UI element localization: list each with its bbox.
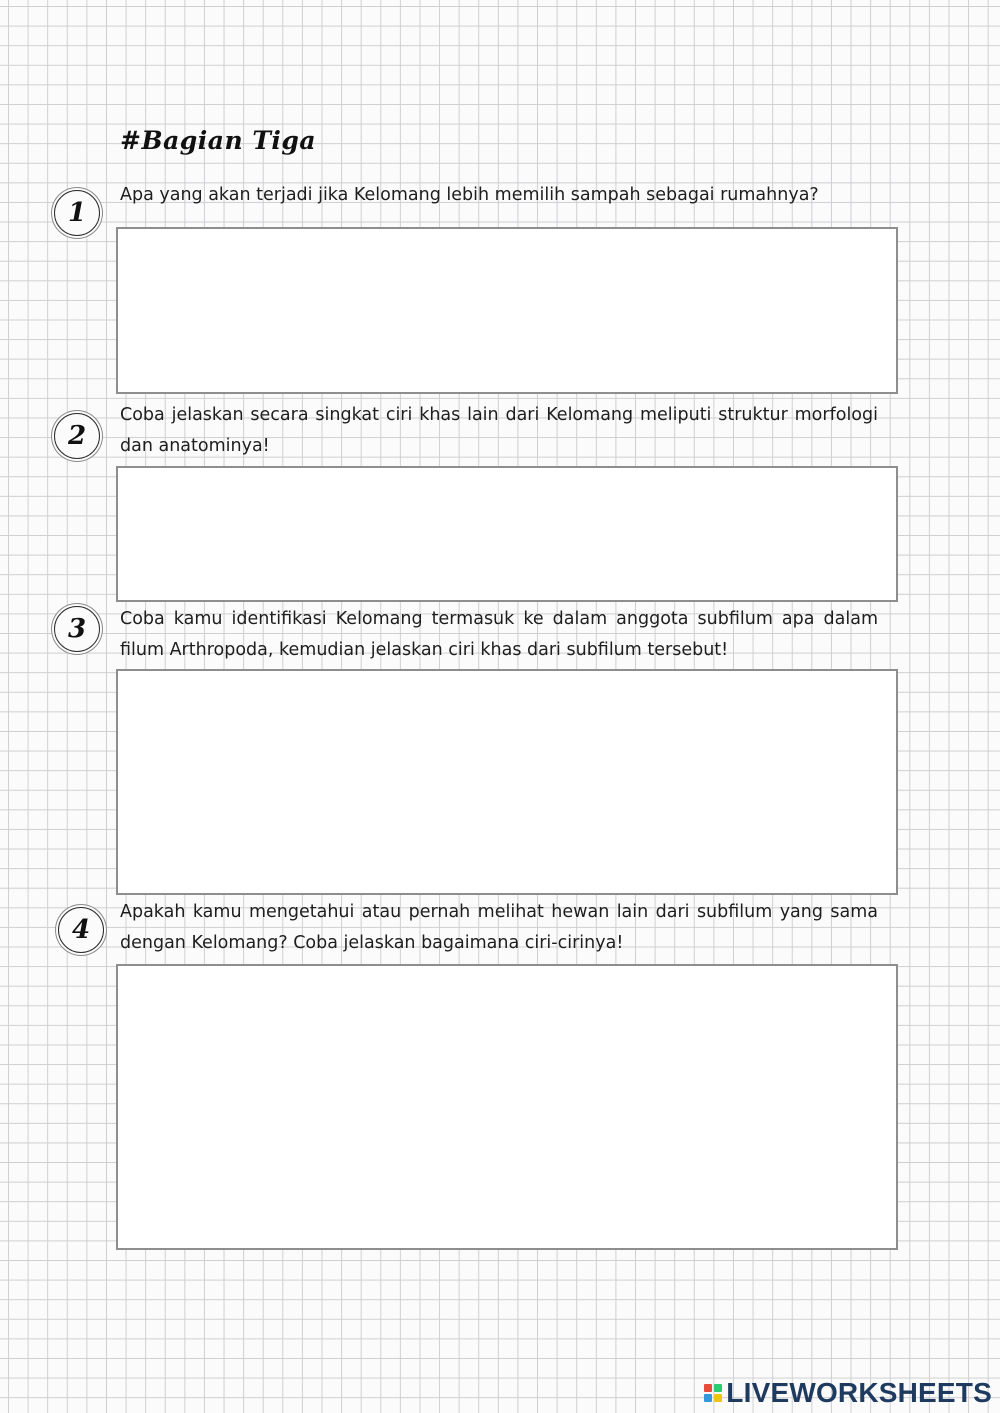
question-1-text: Apa yang akan terjadi jika Kelomang lebih memilih sampah sebagai rumahnya? — [120, 185, 819, 205]
logo-mark-tile — [714, 1384, 722, 1392]
liveworksheets-logo-mark-icon — [704, 1384, 722, 1402]
logo-mark-tile — [704, 1384, 712, 1392]
logo-mark-tile — [714, 1394, 722, 1402]
liveworksheets-logo — [704, 1377, 992, 1409]
answer-box-2[interactable] — [116, 466, 898, 602]
question-2-number: 2 — [54, 413, 100, 459]
section-title: #Bagian Tiga — [120, 126, 317, 155]
answer-box-3[interactable] — [116, 669, 898, 895]
question-3-number: 3 — [54, 606, 100, 652]
question-4-text: Apakah kamu mengetahui atau pernah melihat hewan lain dari subfilum yang sama dengan Kelomang? Coba jelaskan bagaimana ciri-cirinya! — [120, 902, 878, 953]
answer-box-1[interactable] — [116, 227, 898, 394]
logo-mark-tile — [704, 1394, 712, 1402]
question-1-number: 1 — [54, 190, 100, 236]
question-3-text: Coba kamu identifikasi Kelomang termasuk ke dalam anggota subfilum apa dalam filum Arthropoda, kemudian jelaskan ciri khas dari subfilum tersebut! — [120, 609, 878, 660]
answer-box-4[interactable] — [116, 964, 898, 1250]
question-2-text: Coba jelaskan secara singkat ciri khas lain dari Kelomang meliputi struktur morfologi dan anatominya! — [120, 405, 878, 456]
liveworksheets-logo-text: LIVEWORKSHEETS — [726, 1377, 992, 1408]
question-4-number: 4 — [58, 907, 104, 953]
